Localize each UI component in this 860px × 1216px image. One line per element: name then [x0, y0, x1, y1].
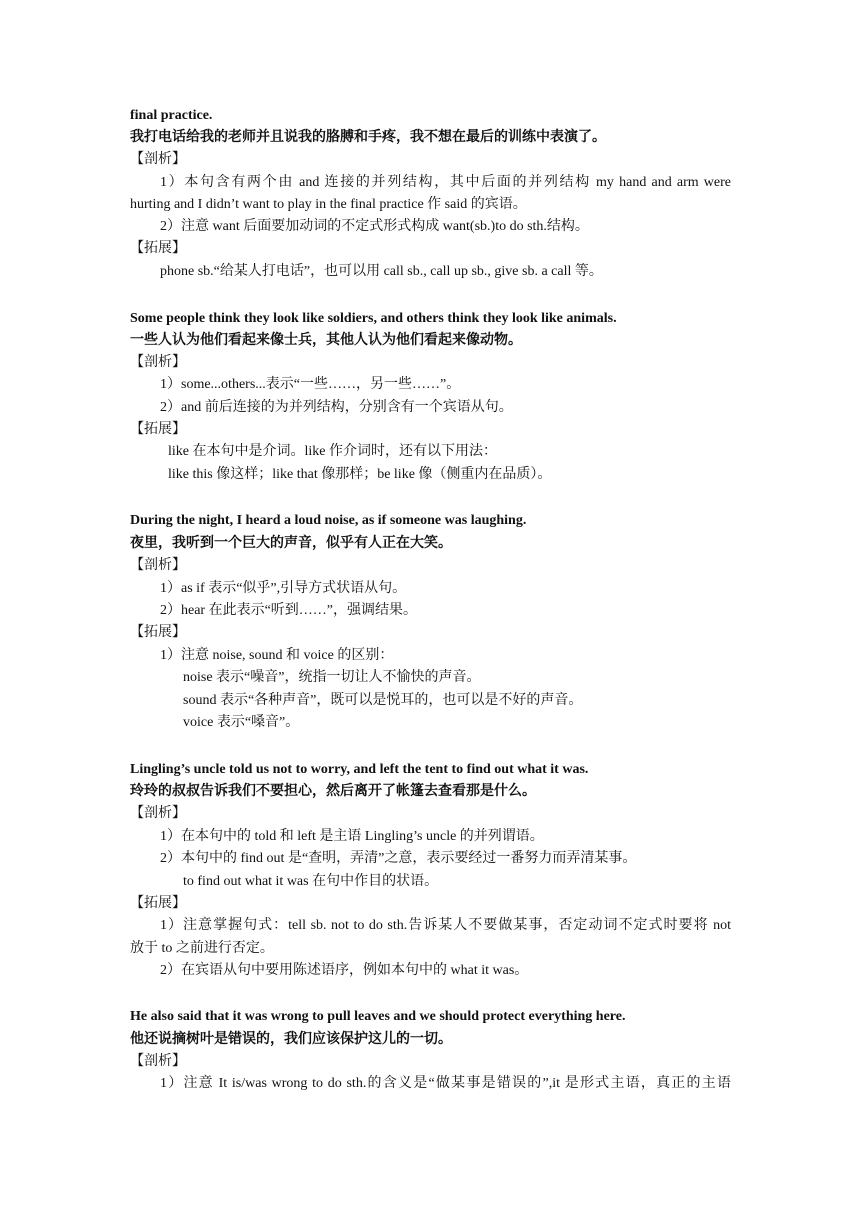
analysis-subpoint: to find out what it was 在句中作目的状语。: [183, 874, 439, 889]
analysis-point: 1）在本句中的 told 和 left 是主语 Lingling’s uncle 的并列谓语。: [160, 829, 544, 844]
extension-subpoint: sound 表示“各种声音”，既可以是悦耳的，也可以是不好的声音。: [183, 693, 583, 708]
section-heading-analysis: 【剖析】: [130, 152, 186, 167]
analysis-point-continued: hurting and I didn’t want to play in the final practice 作 said 的宾语。: [130, 197, 527, 212]
extension-subpoint: noise 表示“噪音”，统指一切让人不愉快的声音。: [183, 670, 481, 685]
analysis-point: 2）本句中的 find out 是“查明，弄清”之意，表示要经过一番努力而弄清某事。: [160, 851, 637, 866]
sentence-translation: 一些人认为他们看起来像士兵，其他人认为他们看起来像动物。: [130, 333, 522, 348]
section-heading-extension: 【拓展】: [130, 625, 186, 640]
section-heading-extension: 【拓展】: [130, 422, 186, 437]
extension-point: 1）注意 noise, sound 和 voice 的区别：: [160, 648, 394, 663]
extension-point: phone sb.“给某人打电话”，也可以用 call sb., call up sb., give sb. a call 等。: [160, 264, 603, 279]
analysis-point: 1）注意 It is/was wrong to do sth.的含义是“做某事是错误的”,it 是形式主语，真正的主语: [160, 1076, 731, 1091]
analysis-point: 2）and 前后连接的为并列结构，分别含有一个宾语从句。: [160, 400, 513, 415]
sentence-english: During the night, I heard a loud noise, as if someone was laughing.: [130, 513, 527, 528]
section-heading-analysis: 【剖析】: [130, 558, 186, 573]
sentence-english: He also said that it was wrong to pull leaves and we should protect everything here.: [130, 1009, 626, 1024]
sentence-english: Lingling’s uncle told us not to worry, and left the tent to find out what it was.: [130, 762, 589, 777]
extension-point: 2）在宾语从句中要用陈述语序，例如本句中的 what it was。: [160, 963, 529, 978]
sentence-translation: 我打电话给我的老师并且说我的胳膊和手疼，我不想在最后的训练中表演了。: [130, 130, 606, 145]
analysis-point: 1）本句含有两个由 and 连接的并列结构，其中后面的并列结构 my hand and arm were: [160, 175, 731, 190]
analysis-point: 2）注意 want 后面要加动词的不定式形式构成 want(sb.)to do sth.结构。: [160, 219, 589, 234]
sentence-english: Some people think they look like soldiers, and others think they look like animals.: [130, 311, 617, 326]
analysis-point: 1）some...others...表示“一些……，另一些……”。: [160, 377, 461, 392]
section-heading-extension: 【拓展】: [130, 241, 186, 256]
section-heading-analysis: 【剖析】: [130, 1054, 186, 1069]
extension-point: 1）注意掌握句式：tell sb. not to do sth.告诉某人不要做某事，否定动词不定式时要将 not: [160, 918, 731, 933]
analysis-point: 1）as if 表示“似乎”,引导方式状语从句。: [160, 581, 407, 596]
extension-point: like this 像这样；like that 像那样；be like 像（侧重内在品质）。: [168, 467, 552, 482]
section-heading-extension: 【拓展】: [130, 896, 186, 911]
sentence-translation: 夜里，我听到一个巨大的声音，似乎有人正在大笑。: [130, 536, 452, 551]
sentence-translation: 他还说摘树叶是错误的，我们应该保护这儿的一切。: [130, 1032, 452, 1047]
extension-subpoint: voice 表示“嗓音”。: [183, 715, 300, 730]
analysis-point: 2）hear 在此表示“听到……”，强调结果。: [160, 603, 418, 618]
sentence-english: final practice.: [130, 108, 213, 123]
extension-point-continued: 放于 to 之前进行否定。: [130, 941, 274, 956]
section-heading-analysis: 【剖析】: [130, 806, 186, 821]
sentence-translation: 玲玲的叔叔告诉我们不要担心，然后离开了帐篷去查看那是什么。: [130, 784, 536, 799]
section-heading-analysis: 【剖析】: [130, 355, 186, 370]
extension-point: like 在本句中是介词。like 作介词时，还有以下用法：: [168, 444, 497, 459]
